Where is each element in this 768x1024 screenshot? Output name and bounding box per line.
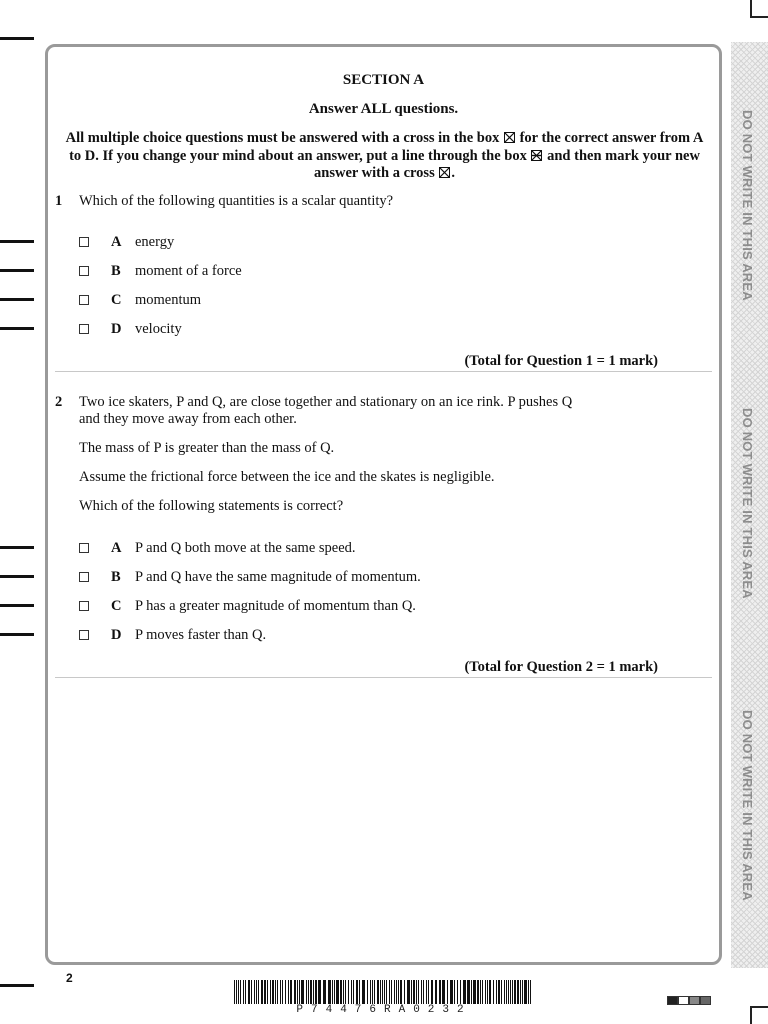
instructions-text: and then mark your new answer with a cross [314,147,700,181]
divider-rule [55,371,712,372]
option-text: velocity [135,321,182,337]
question-text: Which of the following quantities is a scalar quantity? [79,193,394,209]
question-text: Which of the following statements is correct? [79,498,344,514]
option-text: moment of a force [135,263,242,279]
margin-mark [0,546,34,549]
barcode-text: P74476RA0232 [296,1004,472,1016]
answer-checkbox-1d[interactable] [79,324,89,334]
option-text: P and Q have the same magnitude of momentum. [135,569,421,585]
answer-checkbox-2d[interactable] [79,630,89,640]
answer-all-instruction: Answer ALL questions. [308,101,459,117]
do-not-write-label: DO NOT WRITE IN THIS AREA [740,710,755,901]
option-letter: C [111,292,122,308]
registration-square [678,996,689,1005]
margin-mark [0,240,34,243]
do-not-write-label: DO NOT WRITE IN THIS AREA [740,110,755,301]
option-text: momentum [135,292,202,308]
question-text: The mass of P is greater than the mass of Q. [79,440,335,456]
option-letter: C [111,598,122,614]
page-registration-marks [667,996,711,1005]
margin-mark [0,327,34,330]
option-letter: A [111,234,122,250]
margin-mark [0,298,34,301]
divider-rule [55,677,712,678]
instructions-text: . [451,165,455,181]
margin-mark [0,604,34,607]
crop-mark-top-right [750,0,768,18]
crossed-box-icon [439,167,450,178]
instructions-text: All multiple choice questions must be answered with a cross in the box [65,130,500,146]
instructions-text: for the correct answer from A to D. If you change your mind about an answer, put a line through the box [69,130,704,164]
registration-square [700,996,711,1005]
crop-mark-bottom-right [750,1006,768,1024]
page-number: 2 [66,971,73,985]
barcode-icon [234,980,534,1004]
option-text: P moves faster than Q. [135,627,267,643]
section-title: SECTION A [342,72,425,88]
answer-checkbox-2a[interactable] [79,543,89,553]
margin-mark [0,633,34,636]
question-number: 2 [55,394,63,410]
answer-checkbox-1b[interactable] [79,266,89,276]
crossed-box-icon [504,132,515,143]
option-letter: D [111,627,122,643]
registration-square [689,996,700,1005]
margin-mark [0,575,34,578]
margin-mark [0,37,34,40]
option-letter: B [111,263,121,279]
question-total: (Total for Question 1 = 1 mark) [464,353,658,369]
registration-square [667,996,678,1005]
question-number: 1 [55,193,63,209]
margin-mark [0,984,34,987]
answer-checkbox-1c[interactable] [79,295,89,305]
option-text: P has a greater magnitude of momentum than Q. [135,598,416,614]
option-letter: D [111,321,122,337]
margin-mark [0,269,34,272]
option-letter: B [111,569,121,585]
option-text: P and Q both move at the same speed. [135,540,356,556]
answer-checkbox-1a[interactable] [79,237,89,247]
struck-crossed-box-icon [531,150,542,161]
question-total: (Total for Question 2 = 1 mark) [464,659,658,675]
question-text: Two ice skaters, P and Q, are close together and stationary on an ice rink. P pushes Q [79,394,573,410]
answer-checkbox-2c[interactable] [79,601,89,611]
option-letter: A [111,540,122,556]
do-not-write-label: DO NOT WRITE IN THIS AREA [740,408,755,599]
answer-checkbox-2b[interactable] [79,572,89,582]
question-text: and they move away from each other. [79,411,297,427]
question-text: Assume the frictional force between the ice and the skates is negligible. [79,469,495,485]
option-text: energy [135,234,175,250]
multiple-choice-instructions [62,130,707,183]
